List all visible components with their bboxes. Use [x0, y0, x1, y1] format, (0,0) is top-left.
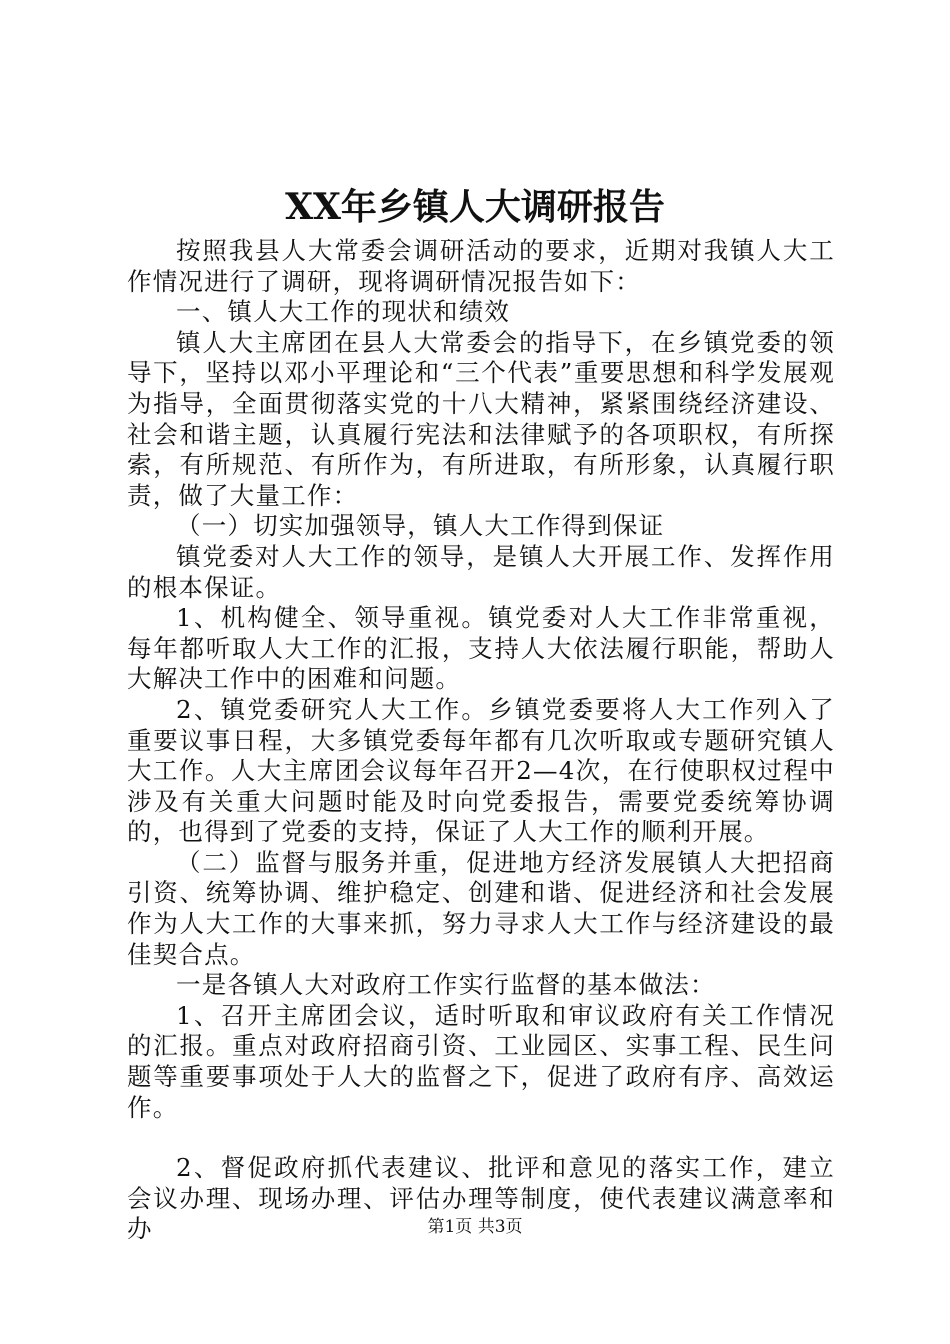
- document-body: [127, 236, 835, 1245]
- subsection-heading-1: （一）切实加强领导，镇人大工作得到保证: [176, 511, 665, 541]
- subsection-heading-2: （二）监督与服务并重，促进地方经济发展镇人大把招商引资、统筹协调、维护稳定、创建和谐、促进经济和社会发展作为人大工作的大事来抓，努力寻求人大工作与经济建设的最佳契合点。: [127, 847, 835, 969]
- paragraph-item-2: 2、镇党委研究人大工作。乡镇党委要将人大工作列入了重要议事日程，大多镇党委每年都有几次听取或专题研究镇人大工作。人大主席团会议每年召开2—4次，在行使职权过程中涉及有关重大问题时能及时向党委报告，需要党委统筹协调的，也得到了党委的支持，保证了人大工作的顺利开展。: [127, 694, 835, 847]
- paragraph-leadership: 镇党委对人大工作的领导，是镇人大开展工作、发挥作用的根本保证。: [127, 541, 835, 602]
- document-title: XX年乡镇人大调研报告: [285, 186, 665, 228]
- paragraph-intro: 按照我县人大常委会调研活动的要求，近期对我镇人大工作情况进行了调研，现将调研情况报告如下：: [127, 236, 835, 296]
- paragraph-supervision-item-2: 2、督促政府抓代表建议、批评和意见的落实工作，建立会议办理、现场办理、评估办理等制度，使代表建议满意率和办: [127, 1153, 835, 1244]
- paragraph-item-1: 1、机构健全、领导重视。镇党委对人大工作非常重视，每年都听取人大工作的汇报，支持人大依法履行职能，帮助人大解决工作中的困难和问题。: [127, 603, 835, 694]
- paragraph-supervision-item-1: 1、召开主席团会议，适时听取和审议政府有关工作情况的汇报。重点对政府招商引资、工业园区、实事工程、民生问题等重要事项处于人大的监督之下，促进了政府有序、高效运作。: [127, 1000, 835, 1122]
- section-heading-1: 一、镇人大工作的现状和绩效: [176, 297, 511, 327]
- page-footer: 第1页 共3页: [427, 1217, 523, 1237]
- paragraph-overview: 镇人大主席团在县人大常委会的指导下，在乡镇党委的领导下，坚持以邓小平理论和“三个代表”重要思想和科学发展观为指导，全面贯彻落实党的十八大精神，紧紧围绕经济建设、社会和谐主题，认真履行宪法和法律赋予的各项职权，有所探索，有所规范、有所作为，有所进取，有所形象，认真履行职责，做了大量工作：: [127, 327, 835, 510]
- paragraph-supervision-intro: 一是各镇人大对政府工作实行监督的基本做法：: [176, 970, 716, 1000]
